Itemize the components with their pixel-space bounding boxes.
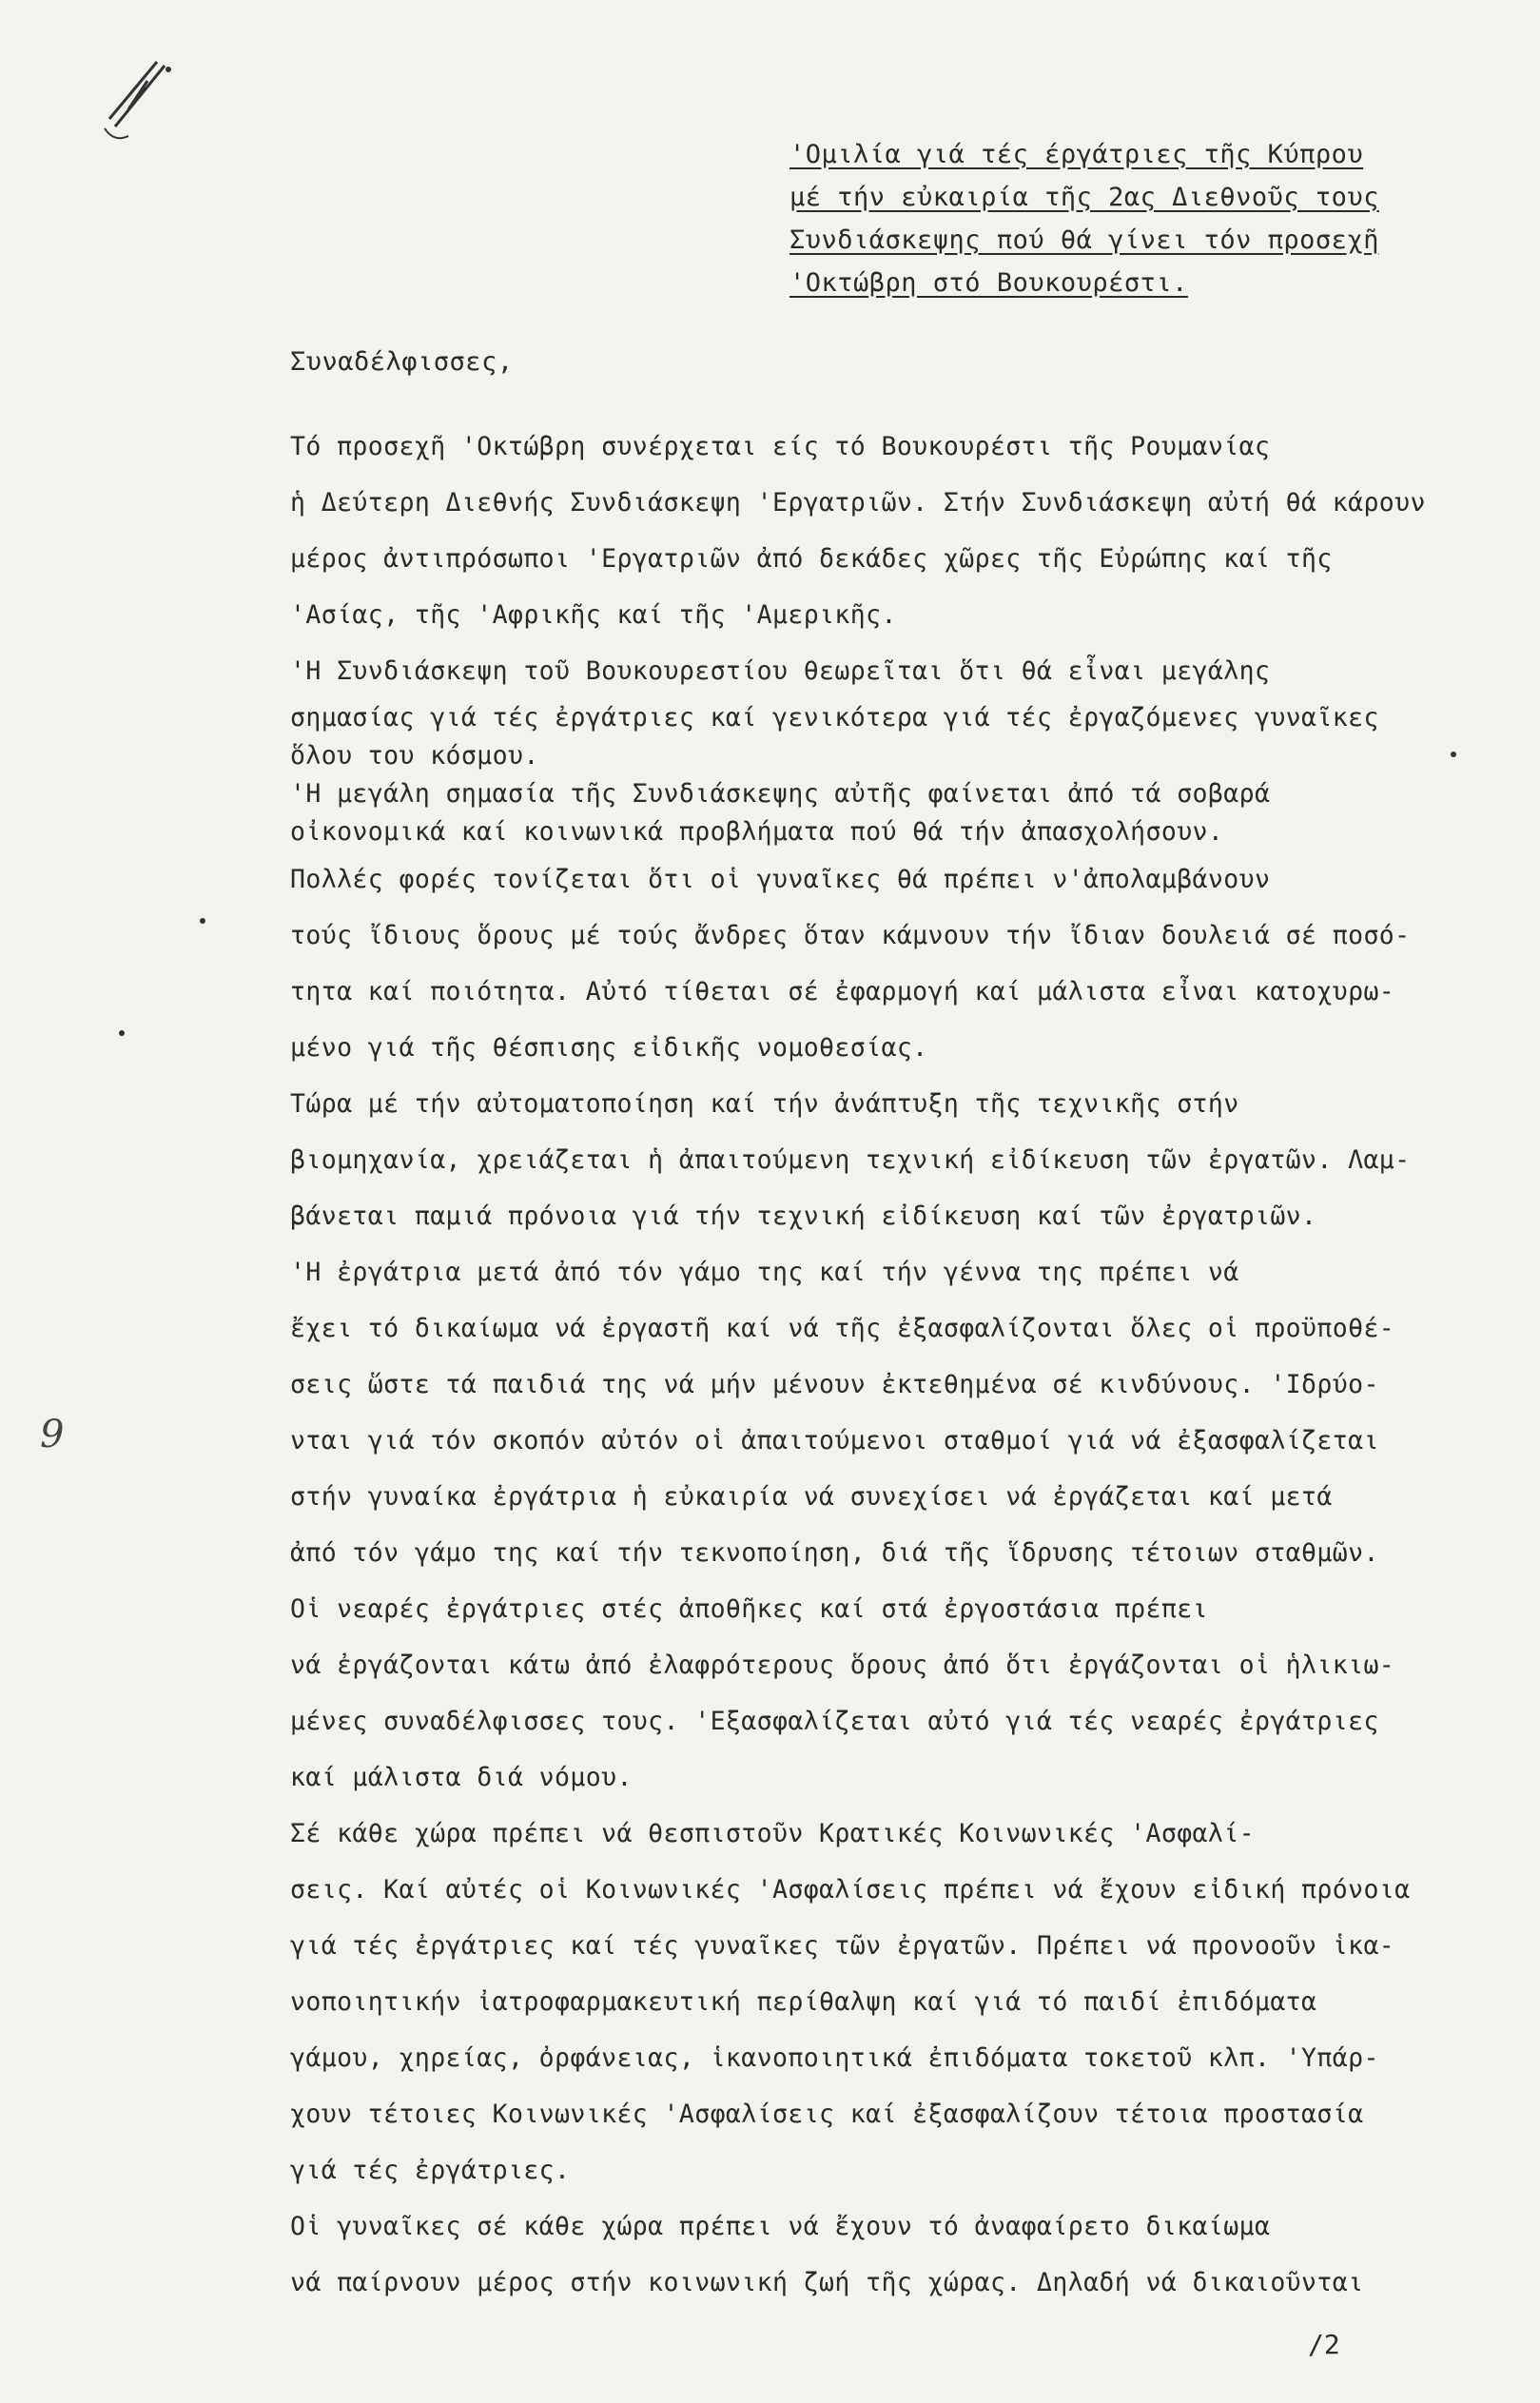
body-line: 'Η ἐργάτρια μετά ἀπό τόν γάμο της καί τήν γέννα της πρέπει νά	[290, 1258, 1239, 1287]
body-line: 'Η Συνδιάσκεψη τοῦ Βουκουρεστίου θεωρεῖται ὅτι θά εἶναι μεγάλης	[290, 656, 1271, 686]
body-line: νά παίρνουν μέρος στήν κοινωνική ζωή τῆς χώρας. Δηλαδή νά δικαιοῦνται	[290, 2268, 1364, 2297]
body-line: Οἱ νεαρές ἐργάτριες στές ἀποθῆκες καί στά ἐργοστάσια πρέπει	[290, 1594, 1208, 1624]
body-line: μένο γιά τῆς θέσπισης εἰδικῆς νομοθεσίας.	[290, 1033, 928, 1063]
body-line: 'Η μεγάλη σημασία τῆς Συνδιάσκεψης αὐτῆς φαίνεται ἀπό τά σοβαρά	[290, 779, 1271, 809]
body-line: νοποιητικήν ἰατροφαρμακευτική περίθαλψη καί γιά τό παιδί ἐπιδόματα	[290, 1987, 1317, 2017]
body-line: 'Ασίας, τῆς 'Αφρικῆς καί τῆς 'Αμερικῆς.	[290, 600, 897, 630]
body-line: Πολλές φορές τονίζεται ὅτι οἱ γυναῖκες θά πρέπει ν'ἀπολαμβάνουν	[290, 865, 1271, 894]
body-line: μέρος ἀντιπρόσωποι 'Εργατριῶν ἀπό δεκάδες χῶρες τῆς Εὐρώπης καί τῆς	[290, 544, 1333, 574]
title-line: μέ τήν εὐκαιρία τῆς 2ας Διεθνοῦς τους	[789, 183, 1379, 212]
body-line: τούς ἴδιους ὅρους μέ τούς ἄνδρες ὅταν κάμνουν τήν ἴδιαν δουλειά σέ ποσό-	[290, 921, 1411, 950]
body-line: ἀπό τόν γάμο της καί τήν τεκνοποίηση, διά τῆς ἵδρυσης τέτοιων σταθμῶν.	[290, 1538, 1379, 1568]
margin-dot	[200, 918, 205, 924]
body-line: καί μάλιστα διά νόμου.	[290, 1763, 633, 1792]
body-line: Οἱ γυναῖκες σέ κάθε χώρα πρέπει νά ἔχουν τό ἀναφαίρετο δικαίωμα	[290, 2212, 1271, 2241]
body-line: Σέ κάθε χώρα πρέπει νά θεσπιστοῦν Κρατικές Κοινωνικές 'Ασφαλί-	[290, 1819, 1255, 1848]
body-line: χουν τέτοιες Κοινωνικές 'Ασφαλίσεις καί ἐξασφαλίζουν τέτοια προστασία	[290, 2100, 1364, 2129]
document-body	[290, 419, 1498, 2311]
title-line: Συνδιάσκεψης πού θά γίνει τόν προσεχῆ	[789, 225, 1379, 255]
greeting: Συναδέλφισσες,	[290, 347, 514, 377]
body-line: Τό προσεχῆ 'Οκτώβρη συνέρχεται είς τό Βουκουρέστι τῆς Ρουμανίας	[290, 432, 1271, 461]
pen-scribble-icon	[90, 52, 176, 157]
margin-dot	[119, 1030, 125, 1036]
margin-mark: 9	[40, 1413, 65, 1456]
body-line: βιομηχανία, χρειάζεται ἡ ἀπαιτούμενη τεχνική εἰδίκευση τῶν ἐργατῶν. Λαμ-	[290, 1145, 1411, 1175]
body-line: ἡ Δεύτερη Διεθνής Συνδιάσκεψη 'Εργατριῶν. Στήν Συνδιάσκεψη αὐτή θά κάρουν	[290, 488, 1426, 518]
title-line: 'Ομιλία γιά τές έργάτριες τῆς Κύπρου	[789, 140, 1364, 169]
body-line: σεις ὥστε τά παιδιά της νά μήν μένουν ἐκτεθημένα σέ κινδύνους. 'Ιδρύο-	[290, 1370, 1379, 1399]
body-line: σημασίας γιά τές ἐργάτριες καί γενικότερα γιά τές ἐργαζόμενες γυναῖκες	[290, 703, 1379, 733]
body-line: ἔχει τό δικαίωμα νά ἐργαστῆ καί νά τῆς ἐξασφαλίζονται ὅλες οἱ προϋποθέ-	[290, 1314, 1395, 1343]
body-line: γιά τές ἐργάτριες καί τές γυναῖκες τῶν ἐργατῶν. Πρέπει νά προνοοῦν ἱκα-	[290, 1931, 1395, 1961]
body-line: βάνεται παμιά πρόνοια γιά τήν τεχνική εἰδίκευση καί τῶν ἐργατριῶν.	[290, 1202, 1317, 1231]
body-line: Τώρα μέ τήν αὐτοματοποίηση καί τήν ἀνάπτυξη τῆς τεχνικῆς στήν	[290, 1089, 1239, 1119]
title-line: 'Οκτώβρη στό Βουκουρέστι.	[789, 268, 1188, 298]
body-line: στήν γυναίκα ἐργάτρια ἡ εὐκαιρία νά συνεχίσει νά ἐργάζεται καί μετά	[290, 1482, 1333, 1512]
body-line: γάμου, χηρείας, ὀρφάνειας, ἱκανοποιητικά ἐπιδόματα τοκετοῦ κλπ. 'Υπάρ-	[290, 2043, 1379, 2073]
body-line: οἰκονομικά καί κοινωνικά προβλήματα πού θά τήν ἀπασχολήσουν.	[290, 817, 1224, 847]
body-line: σεις. Καί αὐτές οἱ Κοινωνικές 'Ασφαλίσεις πρέπει νά ἔχουν εἰδική πρόνοια	[290, 1875, 1411, 1905]
body-line: γιά τές ἐργάτριες.	[290, 2156, 571, 2185]
body-line: ὅλου του κόσμου.	[290, 741, 539, 771]
page-number: /2	[1308, 2329, 1340, 2360]
body-line: νται γιά τόν σκοπόν αὐτόν οἱ ἀπαιτούμενοι σταθμοί γιά νά ἐξασφαλίζεται	[290, 1426, 1379, 1455]
margin-dot	[1451, 752, 1456, 757]
document-title	[789, 133, 1455, 304]
body-line: τητα καί ποιότητα. Αὐτό τίθεται σέ ἐφαρμογή καί μάλιστα εἶναι κατοχυρω-	[290, 977, 1395, 1006]
body-line: νά ἐργάζονται κάτω ἀπό ἐλαφρότερους ὅρους ἀπό ὅτι ἐργάζονται οἱ ἡλικιω-	[290, 1651, 1395, 1680]
body-line: μένες συναδέλφισσες τους. 'Εξασφαλίζεται αὐτό γιά τές νεαρές ἐργάτριες	[290, 1707, 1379, 1736]
